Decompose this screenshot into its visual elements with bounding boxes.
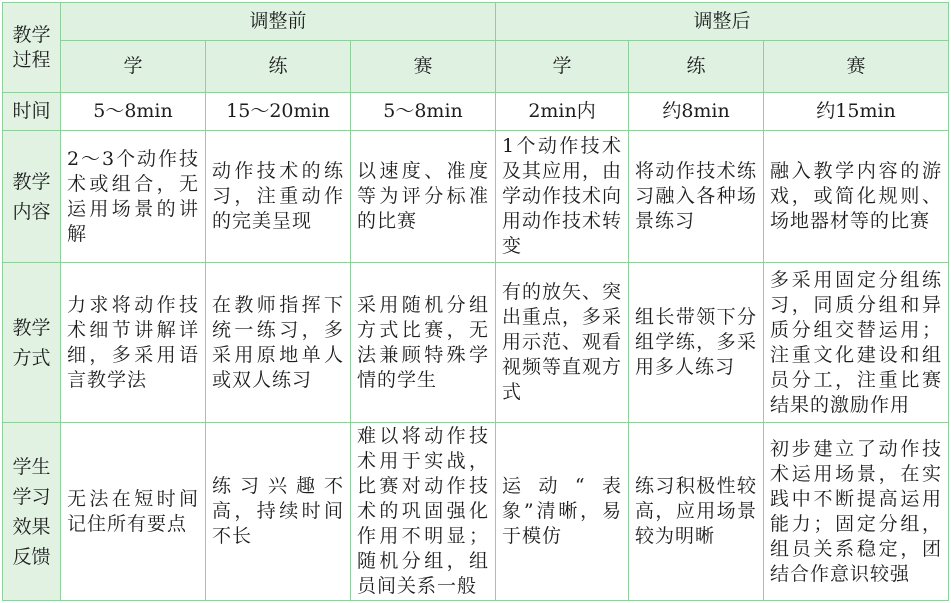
teaching-comparison-table [2, 2, 949, 601]
feedback-row-label-cell [3, 423, 61, 601]
content-row [3, 131, 949, 263]
feedback-cell: 难以将动作技术用于实战，比赛对动作技术的巩固强化作用不明显；随机分组，组员间关系一般 [351, 423, 496, 601]
method-cell: 在教师指挥下统一练习，多采用原地单人或双人练习 [206, 263, 351, 423]
header-row-1 [3, 3, 949, 41]
time-cell: 5～8min [351, 93, 496, 131]
time-cell: 约15min [764, 93, 949, 131]
method-row-label-cell [3, 263, 61, 423]
time-cell: 2min内 [496, 93, 629, 131]
content-row-label: 教学内容 [12, 170, 51, 223]
method-cell: 组长带领下分组学练，多采用多人练习 [629, 263, 764, 423]
method-cell: 多采用固定分组练习，同质分组和异质分组交替运用；注重文化建设和组员分工，注重比赛结果的激励作用 [764, 263, 949, 423]
content-cell: 1个动作技术及其应用，由学动作技术向用动作技术转变 [496, 131, 629, 263]
time-row [3, 93, 949, 131]
after-adjust-header: 调整后 [496, 3, 949, 41]
feedback-row-label: 学生学习效果反馈 [12, 455, 51, 568]
content-row-label-cell [3, 131, 61, 263]
content-cell: 以速度、准度等为评分标准的比赛 [351, 131, 496, 263]
sub-header-after-practice: 练 [629, 41, 764, 93]
time-cell: 5～8min [61, 93, 206, 131]
sub-header-before-practice: 练 [206, 41, 351, 93]
sub-header-after-learn: 学 [496, 41, 629, 93]
header-row-2 [3, 41, 949, 93]
method-cell: 采用随机分组方式比赛，无法兼顾特殊学情的学生 [351, 263, 496, 423]
feedback-cell: 运动“表象”清晰，易于模仿 [496, 423, 629, 601]
sub-header-before-compete: 赛 [351, 41, 496, 93]
corner-header [3, 3, 61, 93]
method-row-label: 教学方式 [12, 316, 51, 369]
method-row [3, 263, 949, 423]
time-cell: 约8min [629, 93, 764, 131]
content-cell: 2～3个动作技术或组合，无运用场景的讲解 [61, 131, 206, 263]
sub-header-before-learn: 学 [61, 41, 206, 93]
time-row-label: 时间 [3, 93, 61, 131]
method-cell: 有的放矢、突出重点，多采用示范、观看视频等直观方式 [496, 263, 629, 423]
feedback-cell: 无法在短时间记住所有要点 [61, 423, 206, 601]
content-cell: 动作技术的练习，注重动作的完美呈现 [206, 131, 351, 263]
sub-header-after-compete: 赛 [764, 41, 949, 93]
before-adjust-header: 调整前 [61, 3, 496, 41]
content-cell: 将动作技术练习融入各种场景练习 [629, 131, 764, 263]
feedback-cell: 初步建立了动作技术运用场景，在实践中不断提高运用能力；固定分组，组员关系稳定，团结合作意识较强 [764, 423, 949, 601]
content-cell: 融入教学内容的游戏，或简化规则、场地器材等的比赛 [764, 131, 949, 263]
time-cell: 15～20min [206, 93, 351, 131]
method-cell: 力求将动作技术细节讲解详细，多采用语言教学法 [61, 263, 206, 423]
feedback-row [3, 423, 949, 601]
corner-header-label: 教学过程 [12, 23, 51, 71]
feedback-cell: 练习积极性较高，应用场景较为明晰 [629, 423, 764, 601]
feedback-cell: 练习兴趣不高，持续时间不长 [206, 423, 351, 601]
